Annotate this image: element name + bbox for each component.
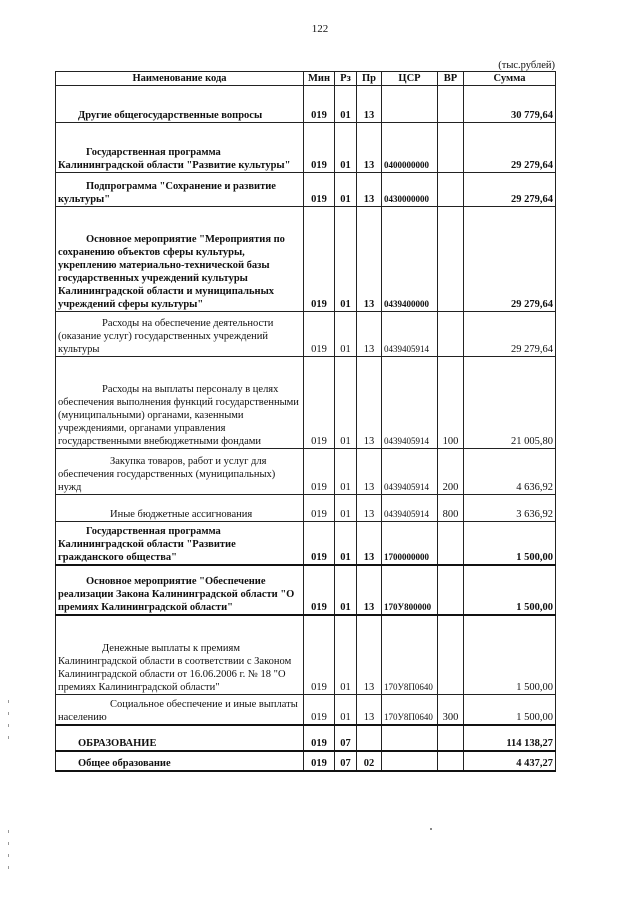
row-min: 019 — [304, 312, 335, 357]
row-csr: 0430000000 — [382, 173, 438, 207]
row-pr: 13 — [357, 695, 382, 725]
row-pr — [357, 725, 382, 751]
row-vr — [438, 207, 464, 312]
row-name: Основное мероприятие "Обеспечение реализации Закона Калининградской области "О премиях Калининградской области" — [56, 565, 304, 615]
row-rz: 01 — [335, 565, 357, 615]
scan-mark — [8, 854, 9, 857]
row-min: 019 — [304, 123, 335, 173]
row-pr: 02 — [357, 751, 382, 771]
row-pr: 13 — [357, 522, 382, 565]
row-sum: 29 279,64 — [464, 123, 556, 173]
row-name: Расходы на выплаты персоналу в целях обеспечения выполнения функций государственными (муниципальными) органами, казенными учреждениями, органами управления государственными внебюджетными фондами — [56, 357, 304, 449]
row-min: 019 — [304, 86, 335, 123]
row-min: 019 — [304, 751, 335, 771]
row-name: Другие общегосударственные вопросы — [56, 86, 304, 123]
row-name: Государственная программа Калининградской области "Развитие гражданского общества" — [56, 522, 304, 565]
scan-mark — [8, 842, 9, 845]
row-name: Государственная программа Калининградской области "Развитие культуры" — [56, 123, 304, 173]
row-name: Расходы на обеспечение деятельности (оказание услуг) государственных учреждений культуры — [56, 312, 304, 357]
row-sum: 29 279,64 — [464, 312, 556, 357]
header-min: Мин — [304, 72, 335, 86]
row-rz: 01 — [335, 357, 357, 449]
table-row — [56, 357, 556, 449]
row-name: Подпрограмма "Сохранение и развитие культуры" — [56, 173, 304, 207]
row-min: 019 — [304, 173, 335, 207]
row-vr: 200 — [438, 449, 464, 495]
row-name: Иные бюджетные ассигнования — [56, 495, 304, 522]
header-name: Наименование кода — [56, 72, 304, 86]
row-csr: 170У8П0640 — [382, 615, 438, 695]
row-vr — [438, 522, 464, 565]
row-min: 019 — [304, 725, 335, 751]
row-csr: 0439405914 — [382, 312, 438, 357]
row-vr — [438, 123, 464, 173]
row-csr — [382, 751, 438, 771]
table-header-row — [56, 72, 556, 86]
row-vr — [438, 615, 464, 695]
row-sum: 4 437,27 — [464, 751, 556, 771]
row-pr: 13 — [357, 312, 382, 357]
table-row — [56, 751, 556, 771]
row-pr: 13 — [357, 495, 382, 522]
table-row — [56, 123, 556, 173]
row-sum: 1 500,00 — [464, 565, 556, 615]
row-pr: 13 — [357, 123, 382, 173]
header-rz: Рз — [335, 72, 357, 86]
table-row — [56, 312, 556, 357]
row-min: 019 — [304, 695, 335, 725]
scan-mark — [8, 830, 9, 833]
row-rz: 01 — [335, 207, 357, 312]
row-sum: 29 279,64 — [464, 173, 556, 207]
row-vr — [438, 725, 464, 751]
row-min: 019 — [304, 522, 335, 565]
row-name: ОБРАЗОВАНИЕ — [56, 725, 304, 751]
row-vr — [438, 751, 464, 771]
row-vr: 100 — [438, 357, 464, 449]
row-vr — [438, 312, 464, 357]
scan-mark — [8, 712, 9, 715]
row-min: 019 — [304, 357, 335, 449]
table-row — [56, 522, 556, 565]
row-sum: 4 636,92 — [464, 449, 556, 495]
row-csr: 170У8П0640 — [382, 695, 438, 725]
page-number: 122 — [311, 23, 329, 35]
table-row — [56, 207, 556, 312]
row-name: Основное мероприятие "Мероприятия по сохранению объектов сферы культуры, укреплению материально-технической базы государственных учреждений культуры Калининградской области и муниципальных учреждений сферы культуры" — [56, 207, 304, 312]
row-csr: 170У800000 — [382, 565, 438, 615]
row-vr: 800 — [438, 495, 464, 522]
table-row — [56, 173, 556, 207]
row-pr: 13 — [357, 449, 382, 495]
row-min: 019 — [304, 495, 335, 522]
scan-dot — [430, 828, 432, 830]
row-sum: 114 138,27 — [464, 725, 556, 751]
row-rz: 07 — [335, 751, 357, 771]
row-vr — [438, 565, 464, 615]
row-rz: 01 — [335, 522, 357, 565]
row-pr: 13 — [357, 86, 382, 123]
row-sum: 3 636,92 — [464, 495, 556, 522]
row-rz: 07 — [335, 725, 357, 751]
header-vr: ВР — [438, 72, 464, 86]
row-rz: 01 — [335, 86, 357, 123]
row-rz: 01 — [335, 495, 357, 522]
header-sum: Сумма — [464, 72, 556, 86]
scan-mark — [8, 724, 9, 727]
row-sum: 21 005,80 — [464, 357, 556, 449]
table-row — [56, 495, 556, 522]
row-vr — [438, 173, 464, 207]
row-name: Закупка товаров, работ и услуг для обеспечения государственных (муниципальных) нужд — [56, 449, 304, 495]
units-label: (тыс.рублей) — [498, 60, 555, 71]
row-rz: 01 — [335, 695, 357, 725]
row-pr: 13 — [357, 207, 382, 312]
row-vr: 300 — [438, 695, 464, 725]
row-min: 019 — [304, 207, 335, 312]
row-min: 019 — [304, 449, 335, 495]
row-sum: 30 779,64 — [464, 86, 556, 123]
table-row — [56, 565, 556, 615]
scan-mark — [8, 866, 9, 869]
row-name: Социальное обеспечение и иные выплаты населению — [56, 695, 304, 725]
row-pr: 13 — [357, 357, 382, 449]
row-rz: 01 — [335, 615, 357, 695]
row-name: Общее образование — [56, 751, 304, 771]
row-sum: 1 500,00 — [464, 695, 556, 725]
row-rz: 01 — [335, 173, 357, 207]
row-csr: 0400000000 — [382, 123, 438, 173]
row-pr: 13 — [357, 173, 382, 207]
row-rz: 01 — [335, 449, 357, 495]
row-pr: 13 — [357, 615, 382, 695]
table-row — [56, 86, 556, 123]
budget-table — [55, 71, 556, 772]
table-row — [56, 725, 556, 751]
row-name: Денежные выплаты к премиям Калининградской области в соответствии с Законом Калининградской области от 16.06.2006 г. № 18 "О премиях Калининградской области" — [56, 615, 304, 695]
row-csr: 1700000000 — [382, 522, 438, 565]
table-row — [56, 449, 556, 495]
row-min: 019 — [304, 565, 335, 615]
header-pr: Пр — [357, 72, 382, 86]
row-csr: 0439400000 — [382, 207, 438, 312]
row-csr — [382, 725, 438, 751]
row-sum: 29 279,64 — [464, 207, 556, 312]
row-pr: 13 — [357, 565, 382, 615]
row-rz: 01 — [335, 312, 357, 357]
row-sum: 1 500,00 — [464, 522, 556, 565]
row-rz: 01 — [335, 123, 357, 173]
row-csr: 0439405914 — [382, 449, 438, 495]
row-csr: 0439405914 — [382, 495, 438, 522]
row-csr: 0439405914 — [382, 357, 438, 449]
scan-mark — [8, 736, 9, 739]
row-sum: 1 500,00 — [464, 615, 556, 695]
row-csr — [382, 86, 438, 123]
table-row — [56, 695, 556, 725]
row-vr — [438, 86, 464, 123]
table-row — [56, 615, 556, 695]
row-min: 019 — [304, 615, 335, 695]
scan-mark — [8, 700, 9, 703]
header-csr: ЦСР — [382, 72, 438, 86]
